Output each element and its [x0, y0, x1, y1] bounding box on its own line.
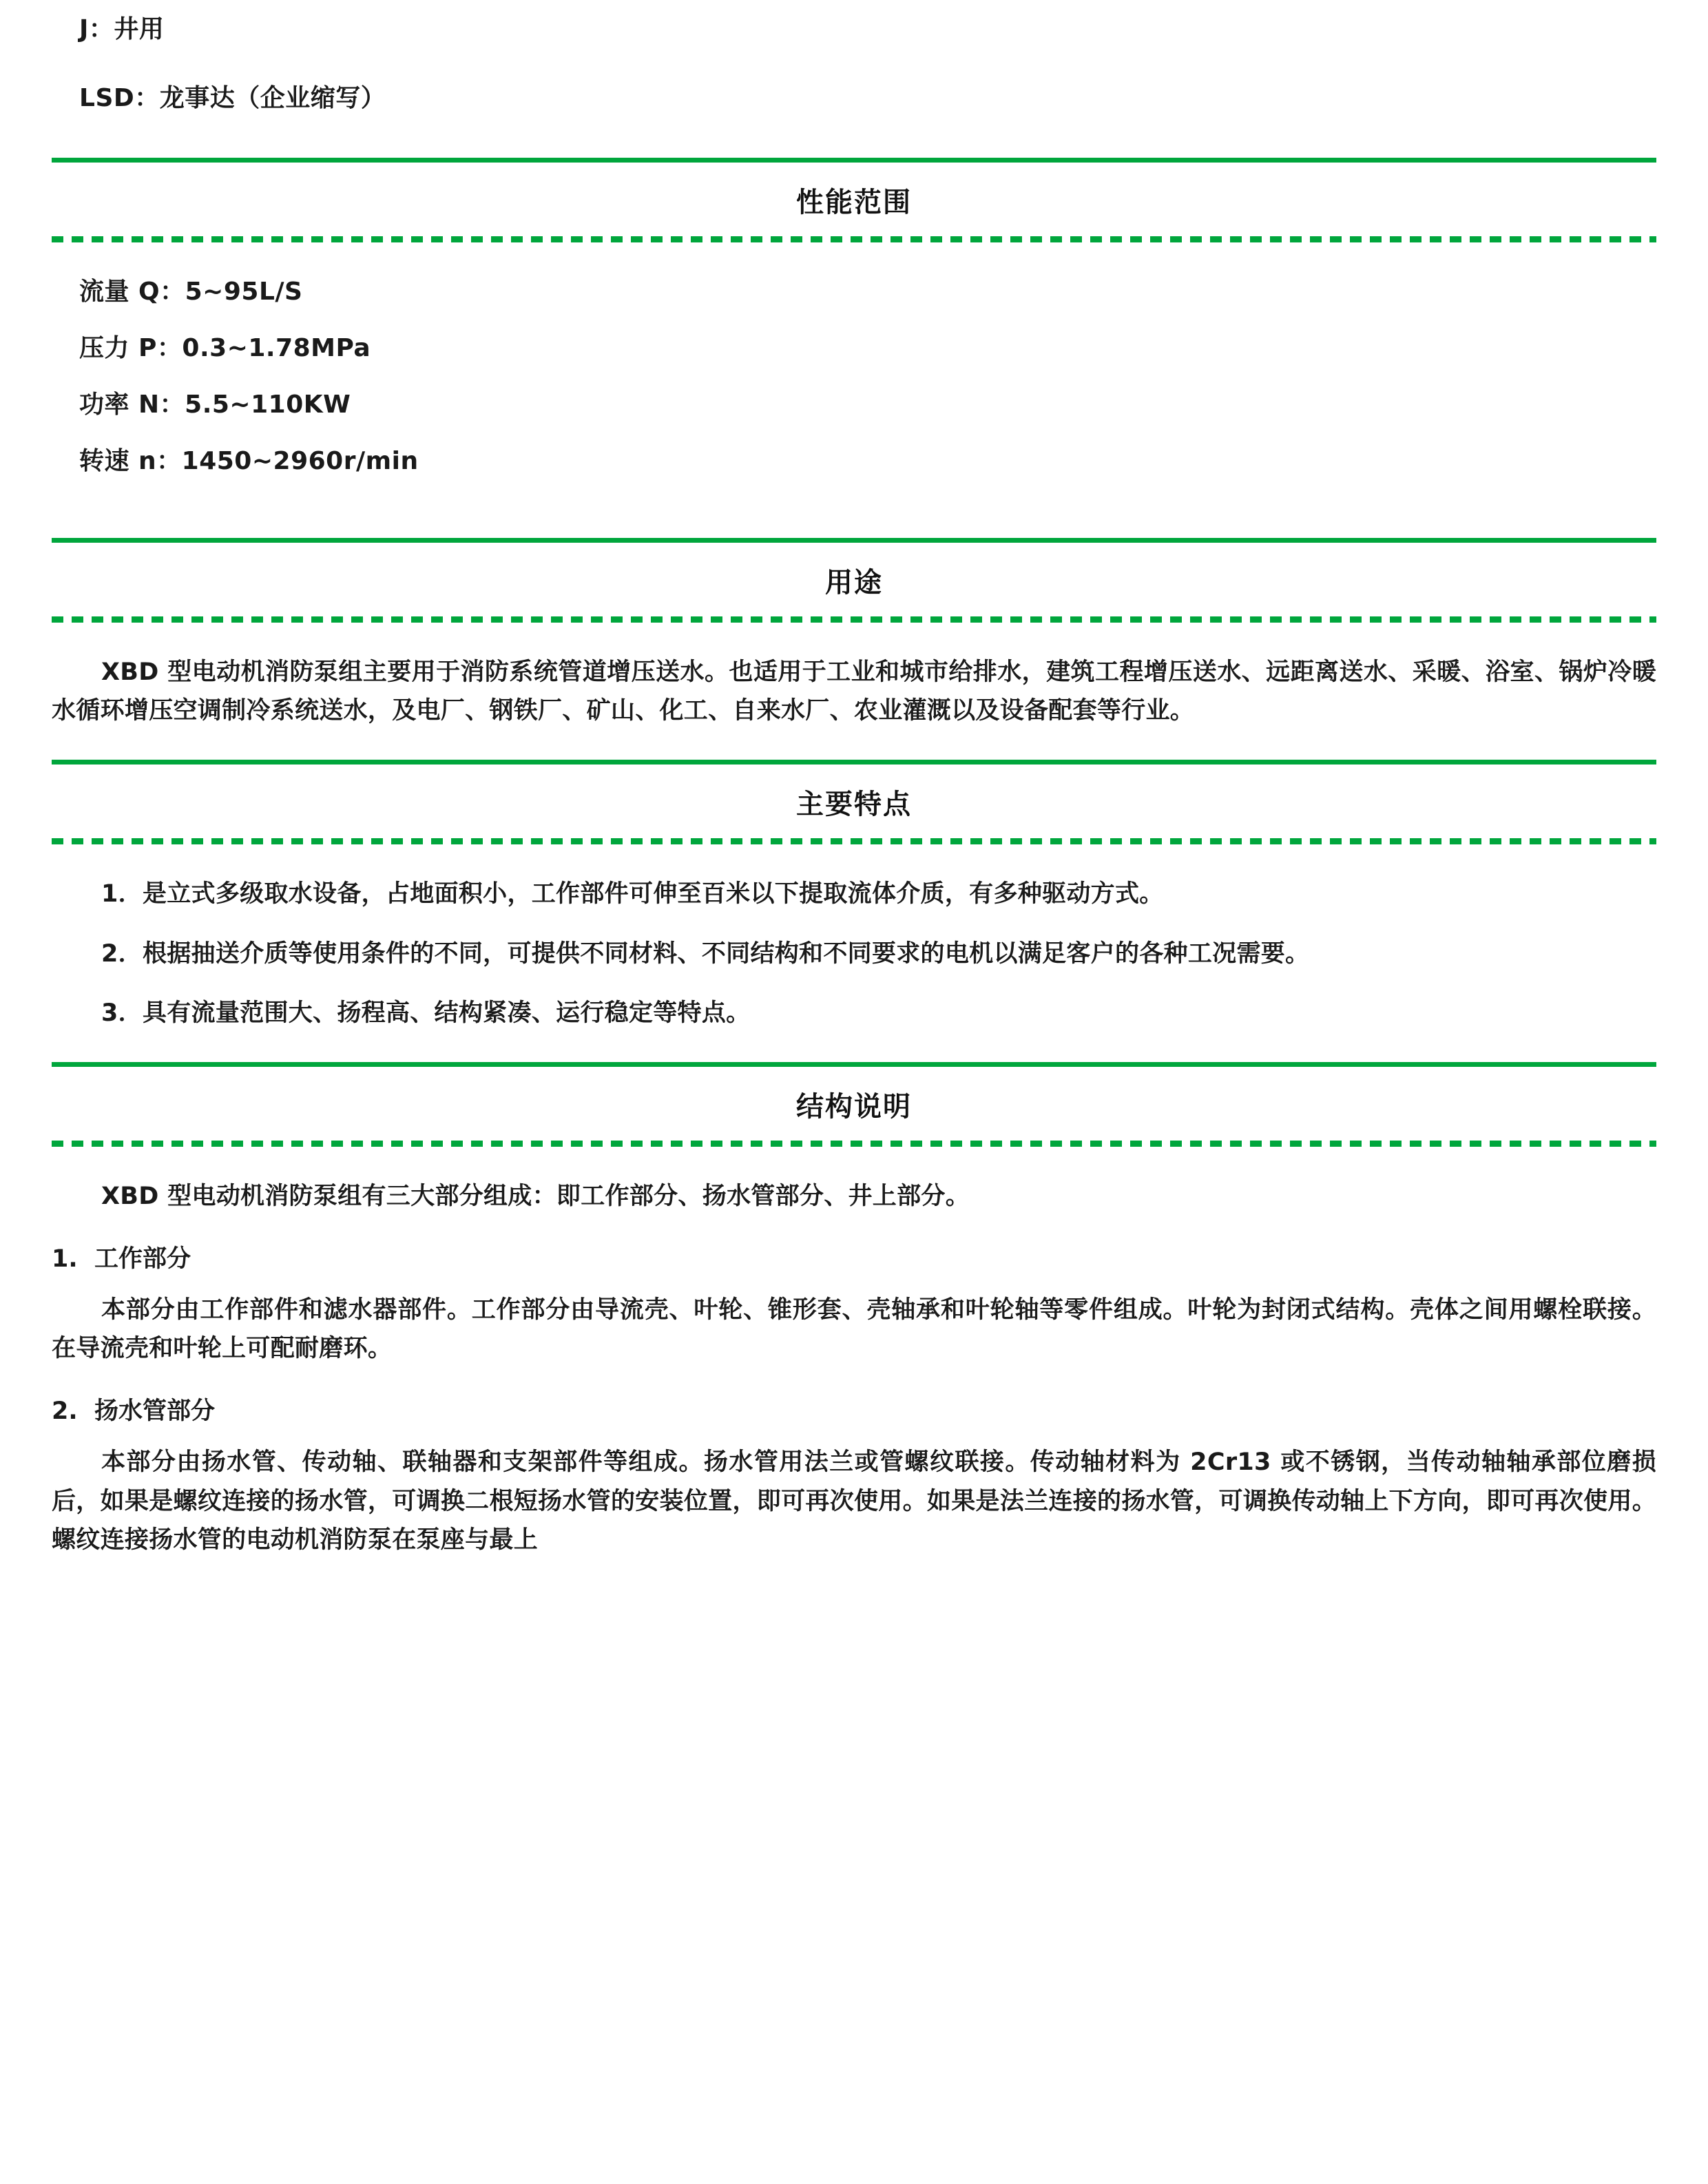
- legend-line-j: J：井用: [79, 15, 165, 43]
- section-rule-solid: [52, 760, 1656, 765]
- feature-item-1: 1．是立式多级取水设备，占地面积小，工作部件可伸至百米以下提取流体介质，有多种驱动方式。: [101, 880, 1164, 908]
- spec-pressure: 压力 P：0.3~1.78MPa: [79, 333, 371, 362]
- structure-item-1-text: 本部分由工作部件和滤水器部件。工作部分由导流壳、叶轮、锥形套、壳轴承和叶轮轴等零件组成。叶轮为封闭式结构。壳体之间用螺栓联接。在导流壳和叶轮上可配耐磨环。: [52, 1296, 1656, 1363]
- section-title-application: 用途: [825, 566, 883, 599]
- section-rule-dotted: [52, 838, 1656, 844]
- spacer: [52, 508, 1656, 538]
- structure-item-1-heading: [52, 1240, 1656, 1278]
- spec-speed: 转速 n：1450~2960r/min: [79, 447, 419, 476]
- feature-item-3: 3．具有流量范围大、扬程高、结构紧凑、运行稳定等特点。: [101, 999, 751, 1028]
- section-main-features: [52, 760, 1656, 1062]
- section-rule-dotted: [52, 1141, 1656, 1147]
- section-title-performance-range: 性能范围: [796, 186, 912, 218]
- section-rule-dotted: [52, 616, 1656, 623]
- section-rule-solid: [52, 1062, 1656, 1067]
- section-title-main-features: 主要特点: [796, 788, 912, 820]
- features-body: [52, 844, 1656, 1062]
- section-structure-description: [52, 1062, 1656, 1589]
- section-rule-solid: [52, 158, 1656, 163]
- structure-item-1-number: 1.: [52, 1245, 78, 1273]
- legend-line-lsd: LSD：龙事达（企业缩写）: [79, 84, 386, 113]
- structure-intro: XBD 型电动机消防泵组有三大部分组成：即工作部分、扬水管部分、井上部分。: [101, 1182, 970, 1210]
- structure-item-1-title: 工作部分: [94, 1245, 191, 1273]
- structure-item-2-text: 本部分由扬水管、传动轴、联轴器和支架部件等组成。扬水管用法兰或管螺纹联接。传动轴材料为 2Cr13 或不锈钢，当传动轴轴承部位磨损后，如果是螺纹连接的扬水管，可调换二根短扬水管的安装位置，即可再次使用。如果是法兰连接的扬水管，可调换传动轴上下方向，即可再次使用。螺纹连接扬水管的电动机消防泵在泵座与最上: [52, 1448, 1656, 1554]
- section-rule-solid: [52, 538, 1656, 543]
- spacer: [52, 116, 1656, 158]
- application-paragraph: XBD 型电动机消防泵组主要用于消防系统管道增压送水。也适用于工业和城市给排水，建筑工程增压送水、远距离送水、采暖、浴室、锅炉冷暖水循环增压空调制冷系统送水，及电厂、钢铁厂、矿山、化工、自来水厂、农业灌溉以及设备配套等行业。: [52, 658, 1656, 725]
- section-application: [52, 538, 1656, 760]
- section-rule-dotted: [52, 236, 1656, 242]
- structure-item-2-number: 2.: [52, 1397, 78, 1426]
- spec-flow: 流量 Q：5~95L/S: [79, 277, 303, 306]
- section-performance-range: [52, 158, 1656, 508]
- structure-item-2-title: 扬水管部分: [94, 1397, 216, 1426]
- performance-spec-list: [52, 242, 1656, 508]
- structure-body: [52, 1147, 1656, 1589]
- application-body: [52, 623, 1656, 760]
- spec-power: 功率 N：5.5~110KW: [79, 391, 351, 419]
- section-title-structure-description: 结构说明: [796, 1090, 912, 1123]
- legend-block: [52, 0, 1656, 116]
- structure-item-2-heading: [52, 1392, 1656, 1431]
- feature-item-2: 2．根据抽送介质等使用条件的不同，可提供不同材料、不同结构和不同要求的电机以满足客户的各种工况需要。: [101, 939, 1310, 968]
